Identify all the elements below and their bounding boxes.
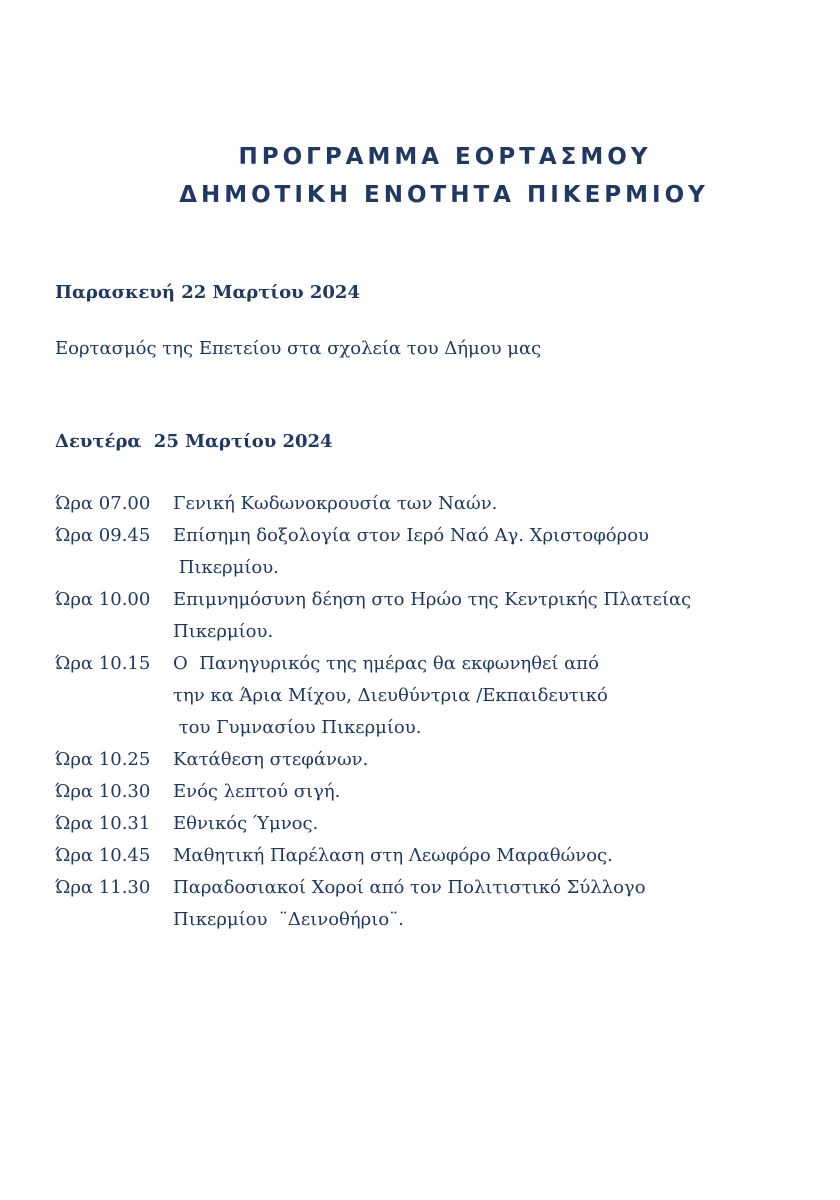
schedule-description-line: Ο Πανηγυρικός της ημέρας θα εκφωνηθεί από <box>173 653 599 674</box>
schedule-description-line: Μαθητική Παρέλαση στη Λεωφόρο Μαραθώνος. <box>173 845 613 866</box>
schedule-time: Ώρα 10.31 <box>55 813 151 834</box>
schedule-description <box>173 648 795 744</box>
schedule-description-line: Επιμνημόσυνη δέηση στο Ηρώο της Κεντρικής Πλατείας <box>173 589 692 610</box>
schedule-description <box>173 776 795 808</box>
schedule-entry <box>55 520 795 584</box>
schedule-description <box>173 584 795 648</box>
schedule-description-line: Εθνικός Ύμνος. <box>173 813 319 834</box>
schedule-time: Ώρα 09.45 <box>55 525 151 546</box>
schedule-entry <box>55 808 795 840</box>
day1-text: Εορτασμός της Επετείου στα σχολεία του Δήμου μας <box>55 338 542 359</box>
schedule-entry <box>55 776 795 808</box>
schedule-description <box>173 840 795 872</box>
schedule-description-line: Κατάθεση στεφάνων. <box>173 749 369 770</box>
day2-heading: Δευτέρα 25 Μαρτίου 2024 <box>55 431 333 452</box>
schedule-description-line: Πικερμίου ¨Δεινοθήριο¨. <box>173 909 404 930</box>
schedule-time: Ώρα 10.25 <box>55 749 151 770</box>
schedule-description-line: Γενική Κωδωνοκρουσία των Ναών. <box>173 493 498 514</box>
schedule-time: Ώρα 10.45 <box>55 845 151 866</box>
schedule-description <box>173 520 795 584</box>
schedule-description <box>173 744 795 776</box>
schedule-description-line: Πικερμίου. <box>173 621 274 642</box>
schedule-description-line: Ενός λεπτού σιγή. <box>173 781 341 802</box>
schedule-description-line: Πικερμίου. <box>173 557 279 578</box>
schedule-time: Ώρα 10.30 <box>55 781 151 802</box>
schedule-entry <box>55 744 795 776</box>
schedule-list <box>55 488 795 936</box>
schedule-entry <box>55 584 795 648</box>
document-title-line-2: ΔΗΜΟΤΙΚΗ ΕΝΟΤΗΤΑ ΠΙΚΕΡΜΙΟΥ <box>179 182 709 208</box>
schedule-entry <box>55 872 795 936</box>
schedule-entry <box>55 648 795 744</box>
schedule-entry <box>55 488 795 520</box>
schedule-description <box>173 808 795 840</box>
document-title-line-1: ΠΡΟΓΡΑΜΜΑ ΕΟΡΤΑΣΜΟΥ <box>238 144 652 170</box>
schedule-description-line: του Γυμνασίου Πικερμίου. <box>173 717 422 738</box>
schedule-time: Ώρα 10.15 <box>55 653 151 674</box>
day1-heading: Παρασκευή 22 Μαρτίου 2024 <box>55 282 360 303</box>
schedule-time: Ώρα 07.00 <box>55 493 151 514</box>
schedule-time: Ώρα 11.30 <box>55 877 151 898</box>
schedule-description-line: την κα Άρια Μίχου, Διευθύντρια /Εκπαιδευτικό <box>173 685 608 706</box>
schedule-description <box>173 488 795 520</box>
schedule-time: Ώρα 10.00 <box>55 589 151 610</box>
schedule-entry <box>55 840 795 872</box>
schedule-description-line: Επίσημη δοξολογία στον Ιερό Ναό Αγ. Χριστοφόρου <box>173 525 649 546</box>
schedule-description <box>173 872 795 936</box>
schedule-description-line: Παραδοσιακοί Χοροί από τον Πολιτιστικό Σύλλογο <box>173 877 646 898</box>
